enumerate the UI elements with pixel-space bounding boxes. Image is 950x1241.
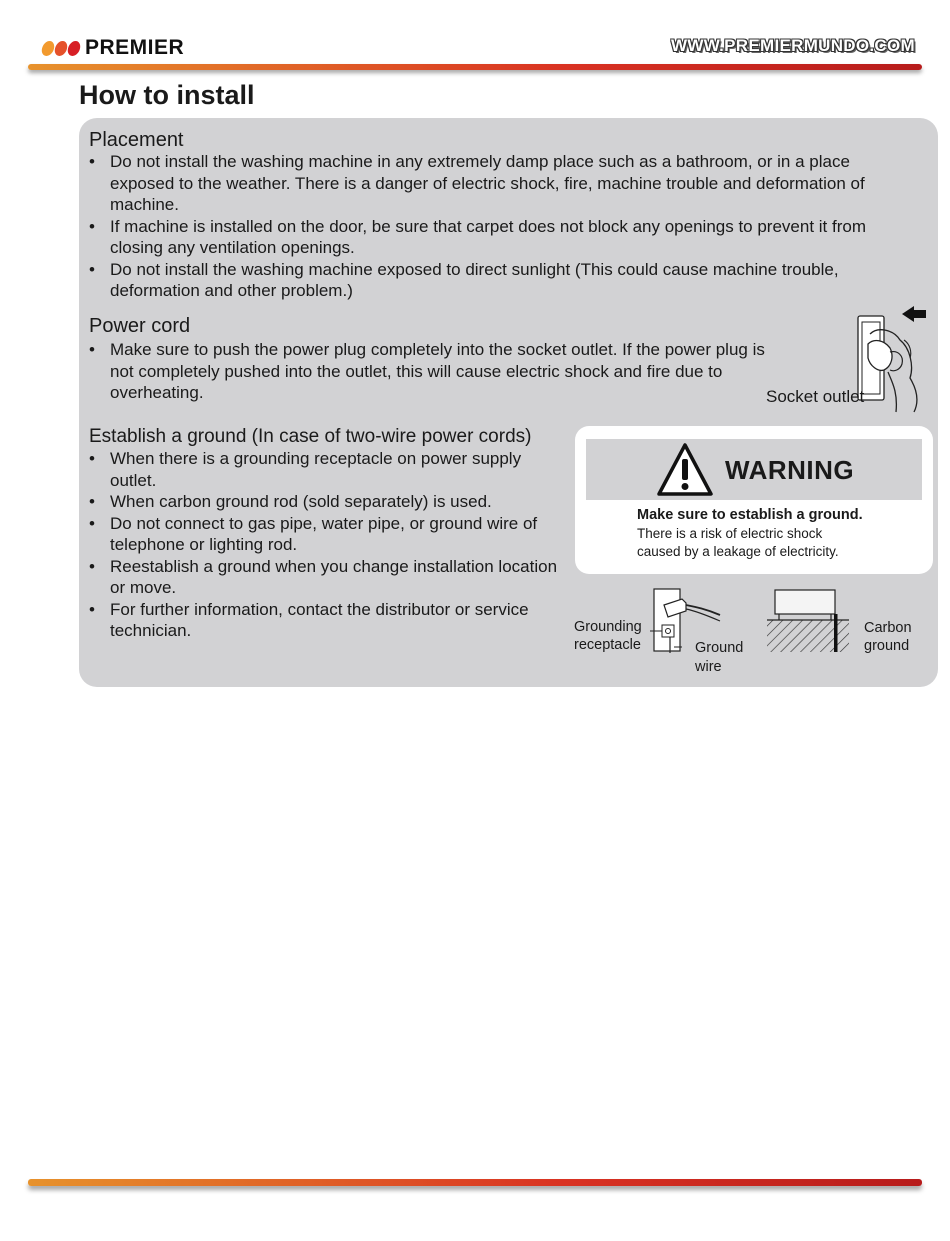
list-item: • Do not install the washing machine exposed to direct sunlight (This could cause machine trouble, deformation and other problem.) — [88, 259, 918, 302]
list-item: • Do not install the washing machine in any extremely damp place such as a bathroom, or in a place exposed to the weather. There is a danger of electric shock, fire, machine trouble and deformation of machine. — [88, 151, 918, 216]
ground-heading: Establish a ground (In case of two-wire power cords) — [89, 426, 532, 447]
power-cord-heading: Power cord — [89, 315, 191, 337]
placement-list — [88, 151, 918, 302]
logo-dot-icon — [40, 41, 55, 56]
footer-divider-bar — [28, 1179, 922, 1186]
premier-logo — [42, 36, 184, 60]
wire-label: wire — [695, 659, 722, 675]
brand-name: PREMIER — [85, 36, 185, 59]
warning-triangle-icon — [656, 442, 714, 498]
list-item: • Do not connect to gas pipe, water pipe, or ground wire of telephone or lighting rod. — [88, 513, 558, 556]
logo-dot-icon — [53, 41, 68, 56]
website-url[interactable]: WWW.PREMIERMUNDO.COM — [671, 36, 915, 55]
list-item: • If machine is installed on the door, be sure that carpet does not block any openings to prevent it from closing any ventilation openings. — [88, 216, 918, 259]
carbon-ground-illustration — [765, 588, 855, 654]
list-item: • Reestablish a ground when you change installation location or move. — [88, 556, 558, 599]
receptacle-label: receptacle — [574, 637, 641, 653]
list-item: • When carbon ground rod (sold separately) is used. — [88, 491, 558, 513]
warning-line-3: caused by a leakage of electricity. — [637, 544, 839, 559]
header-divider-bar — [28, 64, 922, 70]
carbon-ground-label: ground — [864, 638, 910, 654]
placement-heading: Placement — [89, 129, 184, 151]
grounding-label: Grounding — [574, 619, 642, 635]
power-cord-list — [88, 339, 790, 404]
logo-dot-icon — [66, 41, 81, 56]
page-header — [0, 0, 950, 75]
warning-box — [575, 426, 933, 574]
list-item: • When there is a grounding receptacle on power supply outlet. — [88, 448, 558, 491]
warning-header — [586, 439, 922, 500]
warning-line-2: There is a risk of electric shock — [637, 526, 823, 541]
warning-line-1: Make sure to establish a ground. — [637, 507, 863, 523]
ground-list — [88, 448, 558, 642]
list-item: • Make sure to push the power plug completely into the socket outlet. If the power plug is not completely pushed into the outlet, this will cause electric shock and fire due to overheating. — [88, 339, 790, 404]
list-item: • For further information, contact the distributor or service technician. — [88, 599, 558, 642]
socket-outlet-label: Socket outlet — [766, 387, 865, 406]
carbon-label: Carbon — [864, 620, 912, 636]
push-arrow-icon — [902, 306, 926, 322]
ground-label: Ground — [695, 640, 744, 656]
warning-heading: WARNING — [725, 455, 855, 485]
page-title: How to install — [79, 80, 255, 110]
